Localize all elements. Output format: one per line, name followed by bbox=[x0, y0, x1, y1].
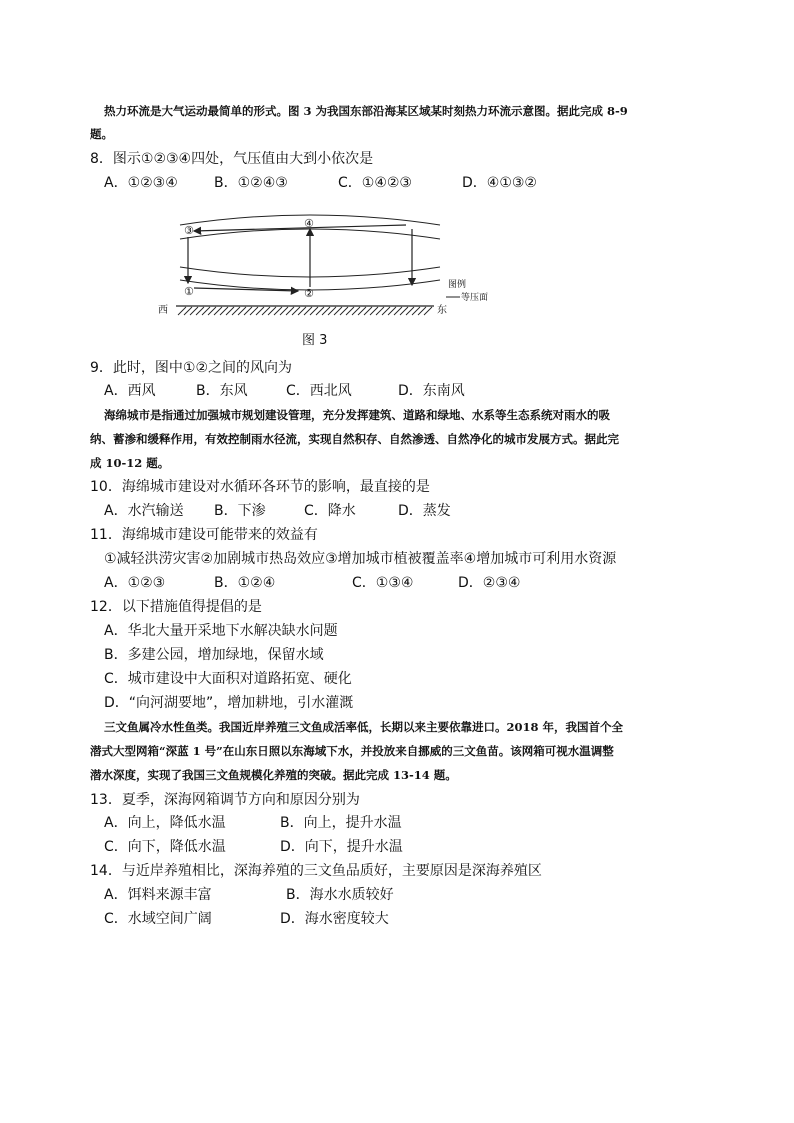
point-2-label: ② bbox=[304, 287, 314, 300]
question-9-stem: 9．此时，图中①②之间的风向为 bbox=[90, 360, 293, 376]
question-12-stem: 12．以下措施值得提倡的是 bbox=[90, 599, 262, 615]
question-14-option-b: B．海水水质较好 bbox=[286, 887, 394, 903]
question-11-option-d: D．②③④ bbox=[458, 575, 521, 591]
point-1-label: ① bbox=[184, 285, 194, 298]
figure-caption: 图 3 bbox=[302, 333, 328, 348]
intro-13-14-line3: 潜水深度，实现了我国三文鱼规模化养殖的突破。据此完成 13-14 题。 bbox=[90, 768, 457, 782]
question-11-option-a: A．①②③ bbox=[104, 575, 166, 591]
intro-10-12-line1: 海绵城市是指通过加强城市规划建设管理，充分发挥建筑、道路和绿地、水系等生态系统对雨水的吸 bbox=[104, 408, 610, 422]
intro-13-14-line2: 潜式大型网箱“深蓝 1 号”在山东日照以东海域下水，并投放来自挪威的三文鱼苗。该网箱可视水温调整 bbox=[90, 744, 614, 758]
question-12-option-c: C．城市建设中大面积对道路拓宽、硬化 bbox=[104, 671, 352, 687]
question-14-option-c: C．水域空间广阔 bbox=[104, 911, 212, 927]
question-8-option-c: C．①④②③ bbox=[338, 175, 412, 191]
question-10-option-d: D．蒸发 bbox=[398, 503, 451, 519]
upper-flow-arrow bbox=[194, 225, 406, 231]
question-8-option-d: D．④①③② bbox=[462, 175, 537, 191]
point-3-label: ③ bbox=[184, 224, 194, 237]
question-14-stem: 14．与近岸养殖相比，深海养殖的三文鱼品质好，主要原因是深海养殖区 bbox=[90, 863, 542, 879]
question-13-option-a: A．向上，降低水温 bbox=[104, 815, 226, 831]
question-10-option-b: B．下渗 bbox=[214, 503, 266, 519]
question-10-option-c: C．降水 bbox=[304, 503, 356, 519]
intro-10-12-line2: 纳、蓄渗和缓释作用，有效控制雨水径流，实现自然积存、自然渗透、自然净化的城市发展方式。据此完 bbox=[90, 432, 619, 446]
question-8-option-a: A．①②③④ bbox=[104, 175, 178, 191]
ground-hatching bbox=[178, 307, 432, 315]
question-11-stem: 11．海绵城市建设可能带来的效益有 bbox=[90, 527, 318, 543]
question-12-option-d: D．“向河湖要地”，增加耕地，引水灌溉 bbox=[104, 695, 354, 711]
question-14-option-a: A．饵料来源丰富 bbox=[104, 887, 212, 903]
question-13-stem: 13．夏季，深海网箱调节方向和原因分别为 bbox=[90, 792, 360, 808]
question-11-option-c: C．①③④ bbox=[352, 575, 414, 591]
question-8-option-b: B．①②④③ bbox=[214, 175, 288, 191]
west-label: 西 bbox=[158, 305, 168, 316]
question-12-option-a: A．华北大量开采地下水解决缺水问题 bbox=[104, 623, 338, 639]
question-13-option-d: D．向下，提升水温 bbox=[280, 839, 403, 855]
question-10-option-a: A．水汽输送 bbox=[104, 503, 184, 519]
question-9-option-c: C．西北风 bbox=[286, 383, 352, 399]
intro-8-9-line1: 热力环流是大气运动最简单的形式。图 3 为我国东部沿海某区域某时刻热力环流示意图。据此完成 8-9 bbox=[104, 104, 628, 118]
question-12-option-b: B．多建公园，增加绿地，保留水域 bbox=[104, 647, 324, 663]
point-4-label: ④ bbox=[304, 217, 314, 230]
question-14-option-d: D．海水密度较大 bbox=[280, 911, 389, 927]
question-11-option-b: B．①②④ bbox=[214, 575, 276, 591]
question-13-option-b: B．向上，提升水温 bbox=[280, 815, 402, 831]
question-10-stem: 10．海绵城市建设对水循环各环节的影响，最直接的是 bbox=[90, 479, 430, 495]
question-8-stem: 8．图示①②③④四处，气压值由大到小依次是 bbox=[90, 151, 374, 167]
thermal-circulation-diagram bbox=[150, 205, 510, 325]
question-9-option-d: D．东南风 bbox=[398, 383, 465, 399]
question-13-option-c: C．向下，降低水温 bbox=[104, 839, 226, 855]
question-9-option-b: B．东风 bbox=[196, 383, 248, 399]
intro-8-9-line2: 题。 bbox=[90, 127, 113, 141]
east-label: 东 bbox=[437, 305, 447, 316]
intro-10-12-line3: 成 10-12 题。 bbox=[90, 456, 170, 470]
legend-item-isobar: 等压面 bbox=[461, 293, 489, 303]
legend-title: 图例 bbox=[448, 280, 467, 290]
question-9-option-a: A．西风 bbox=[104, 383, 156, 399]
question-11-items: ①减轻洪涝灾害②加剧城市热岛效应③增加城市植被覆盖率④增加城市可利用水资源 bbox=[104, 551, 617, 567]
intro-13-14-line1: 三文鱼属冷水性鱼类。我国近岸养殖三文鱼成活率低，长期以来主要依靠进口。2018 年，我国首个全 bbox=[104, 720, 624, 734]
